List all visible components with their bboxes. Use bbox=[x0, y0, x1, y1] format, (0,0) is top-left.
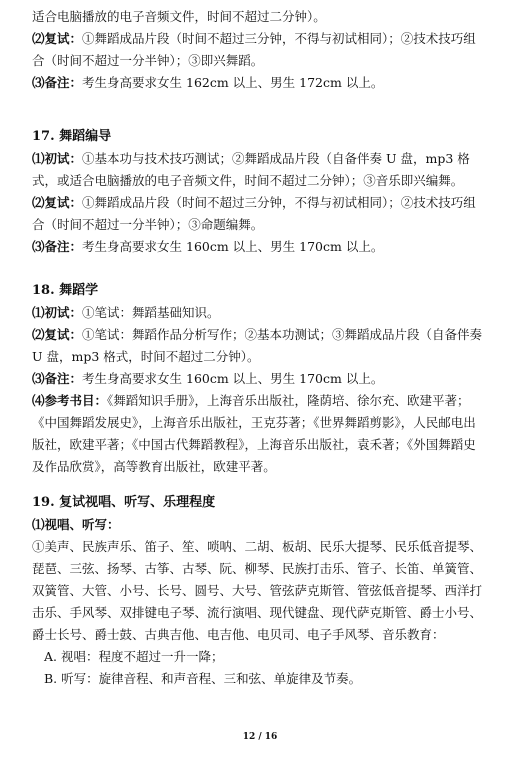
retest-text: ①舞蹈成品片段（时间不超过三分钟，不得与初试相同）；②技术技巧组合（时间不超过一分半钟）；③命题编舞。 bbox=[32, 195, 476, 232]
note-label: ⑶备注： bbox=[32, 75, 83, 90]
note-paragraph-18 bbox=[32, 368, 487, 390]
retest-paragraph-18 bbox=[32, 324, 487, 368]
section-heading-17: 17. 舞蹈编导 bbox=[32, 129, 112, 144]
item-a-sight-singing: A. 视唱：程度不超过一升一降； bbox=[44, 649, 224, 664]
note-text: 考生身高要求女生 160cm 以上、男生 170cm 以上。 bbox=[82, 239, 384, 254]
reference-books-label: ⑷参考书目： bbox=[32, 393, 108, 408]
retest-label: ⑵复试： bbox=[32, 327, 83, 342]
sight-singing-label-paragraph bbox=[32, 514, 487, 536]
section-heading-19: 19. 复试视唱、听写、乐理程度 bbox=[32, 495, 216, 510]
note-text: 考生身高要求女生 160cm 以上、男生 170cm 以上。 bbox=[82, 371, 384, 386]
note-label: ⑶备注： bbox=[32, 239, 83, 254]
note-paragraph bbox=[32, 72, 487, 94]
retest-paragraph bbox=[32, 28, 487, 72]
first-test-label: ⑴初试： bbox=[32, 151, 83, 166]
first-test-text: ①基本功与技术技巧测试；②舞蹈成品片段（自备伴奏 U 盘，mp3 格式，或适合电脑播放的电子音频文件，时间不超过二分钟）；③音乐即兴编舞。 bbox=[32, 151, 470, 188]
page-number: 12 / 16 bbox=[242, 732, 278, 742]
sight-singing-label: ⑴视唱、听写： bbox=[32, 517, 120, 532]
first-test-paragraph-18 bbox=[32, 302, 487, 324]
retest-label: ⑵复试： bbox=[32, 31, 83, 46]
note-text: 考生身高要求女生 162cm 以上、男生 172cm 以上。 bbox=[82, 75, 384, 90]
retest-label: ⑵复试： bbox=[32, 195, 83, 210]
note-paragraph-17 bbox=[32, 236, 487, 258]
reference-books-paragraph bbox=[32, 390, 487, 478]
first-test-label: ⑴初试： bbox=[32, 305, 83, 320]
retest-text: ①舞蹈成品片段（时间不超过三分钟，不得与初试相同）；②技术技巧组合（时间不超过一分半钟）；③即兴舞蹈。 bbox=[32, 31, 476, 68]
continuation-text: 适合电脑播放的电子音频文件，时间不超过二分钟）。 bbox=[32, 9, 326, 24]
retest-paragraph-17 bbox=[32, 192, 487, 236]
first-test-text: ①笔试：舞蹈基础知识。 bbox=[82, 305, 220, 320]
note-label: ⑶备注： bbox=[32, 371, 83, 386]
item-b-dictation: B. 听写：旋律音程、和声音程、三和弦、单旋律及节奏。 bbox=[44, 671, 362, 686]
instrument-list: ①美声、民族声乐、笛子、笙、唢呐、二胡、板胡、民乐大提琴、民乐低音提琴、琵琶、三弦、扬琴、古筝、古琴、阮、柳琴、民族打击乐、管子、长笛、单簧管、双簧管、大管、小号、长号、圆号、大号、管弦萨克斯管、管弦低音提琴、西洋打击乐、手风琴、双排键电子琴、流行演唱、现代键盘、现代萨克斯管、爵士小号、爵士长号、爵士鼓、古典吉他、电吉他、电贝司、电子手风琴、音乐教育： bbox=[32, 539, 483, 642]
first-test-paragraph-17 bbox=[32, 148, 487, 192]
retest-text: ①笔试：舞蹈作品分析写作；②基本功测试；③舞蹈成品片段（自备伴奏 U 盘，mp3 格式，时间不超过二分钟）。 bbox=[32, 327, 483, 364]
section-heading-18: 18. 舞蹈学 bbox=[32, 283, 99, 298]
reference-books-text: 《舞蹈知识手册》，上海音乐出版社，隆荫培、徐尔充、欧建平著；《中国舞蹈发展史》，上海音乐出版社，王克芬著；《世界舞蹈剪影》，人民邮电出版社，欧建平著；《中国古代舞蹈教程》，上海音乐出版社，袁禾著；《外国舞蹈史及作品欣赏》，高等教育出版社，欧建平著。 bbox=[32, 393, 476, 474]
